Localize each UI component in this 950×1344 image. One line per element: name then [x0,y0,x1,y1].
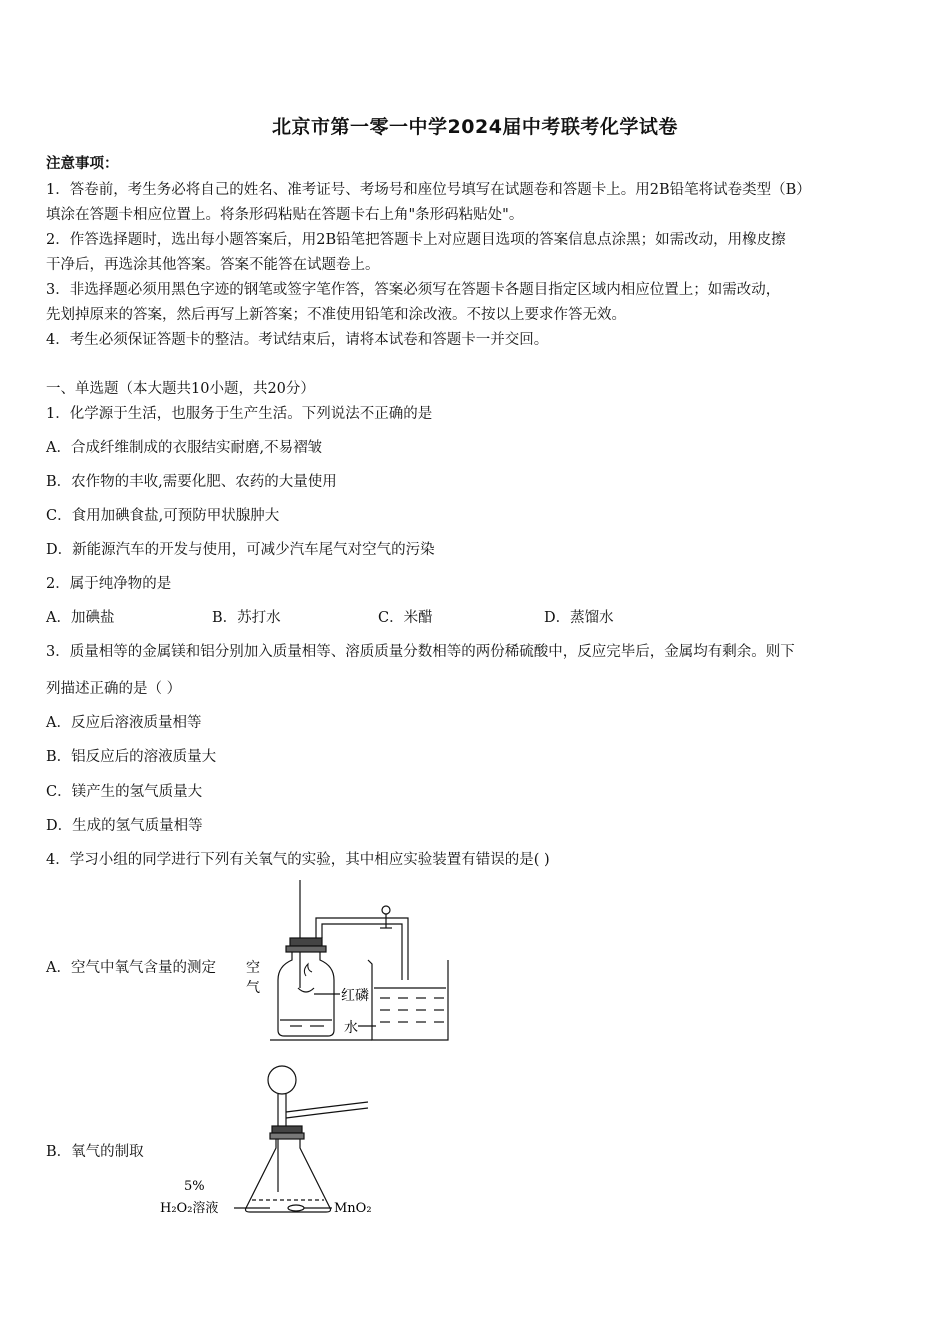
question-3-stem-continued: 列描述正确的是（ ） [46,681,182,697]
question-3-option-d: D．生成的氢气质量相等 [46,818,203,834]
question-3-option-b: B．铝反应后的溶液质量大 [46,749,217,765]
question-2-option-c: C．米醋 [378,610,433,626]
notice-line: 4．考生必须保证答题卡的整洁。考试结束后，请将本试卷和答题卡一并交回。 [46,332,549,348]
question-3-option-c: C．镁产生的氢气质量大 [46,784,203,800]
question-2-option-a: A．加碘盐 [46,610,115,626]
question-4-stem: 4．学习小组的同学进行下列有关氧气的实验，其中相应实验装置有错误的是( ) [46,852,550,868]
question-2-stem: 2．属于纯净物的是 [46,576,172,592]
question-4-option-a: A．空气中氧气含量的测定 [46,960,216,976]
question-2-options [46,606,614,627]
hydrogen-peroxide-label: H₂O₂溶液 [160,1201,219,1216]
notice-heading: 注意事项： [46,155,119,172]
question-3-option-a: A．反应后溶液质量相等 [46,715,202,731]
question-4-option-b: B．氧气的制取 [46,1144,144,1160]
red-phosphorus-label: 红磷 [341,988,369,1004]
notice-line: 3．非选择题必须用黑色字迹的钢笔或签字笔作答，答案必须写在答题卡各题目指定区域内相应位置上；如需改动， [46,282,781,298]
air-label: 气 [246,980,260,996]
section-heading: 一、单选题（本大题共10小题，共20分） [46,381,315,397]
oxygen-content-apparatus-figure [240,880,455,1046]
page-title: 北京市第一零一中学2024届中考联考化学试卷 [272,116,678,138]
notice-line: 1．答卷前，考生务必将自己的姓名、准考证号、考场号和座位号填写在试题卷和答题卡上。用2B铅笔将试卷类型（B） [46,182,811,198]
notice-line: 先划掉原来的答案，然后再写上新答案；不准使用铅笔和涂改液。不按以上要求作答无效。 [46,307,626,323]
air-label: 空 [246,960,260,976]
notice-line: 干净后，再选涂其他答案。答案不能答在试题卷上。 [46,257,380,273]
question-2-option-d: D．蒸馏水 [544,610,614,626]
water-label: 水 [344,1020,358,1036]
question-3-stem: 3．质量相等的金属镁和铝分别加入质量相等、溶质质量分数相等的两份稀硫酸中，反应完毕后，金属均有剩余。则下 [46,644,795,660]
question-1-option-b: B．农作物的丰收,需要化肥、农药的大量使用 [46,474,337,490]
notice-line: 填涂在答题卡相应位置上。将条形码粘贴在答题卡右上角"条形码粘贴处"。 [46,207,524,223]
question-2-option-b: B．苏打水 [212,610,281,626]
notice-line: 2．作答选择题时，选出每小题答案后，用2B铅笔把答题卡上对应题目选项的答案信息点涂黑；如需改动，用橡皮擦 [46,232,786,248]
manganese-dioxide-label: MnO₂ [334,1201,372,1216]
question-1-option-d: D．新能源汽车的开发与使用，可减少汽车尾气对空气的污染 [46,542,435,558]
question-1-option-a: A．合成纤维制成的衣服结实耐磨,不易褶皱 [46,440,323,456]
question-1-stem: 1．化学源于生活，也服务于生产生活。下列说法不正确的是 [46,406,433,422]
question-1-option-c: C．食用加碘食盐,可预防甲状腺肿大 [46,508,280,524]
concentration-label: 5% [184,1179,205,1194]
oxygen-preparation-apparatus-figure [158,1062,388,1222]
